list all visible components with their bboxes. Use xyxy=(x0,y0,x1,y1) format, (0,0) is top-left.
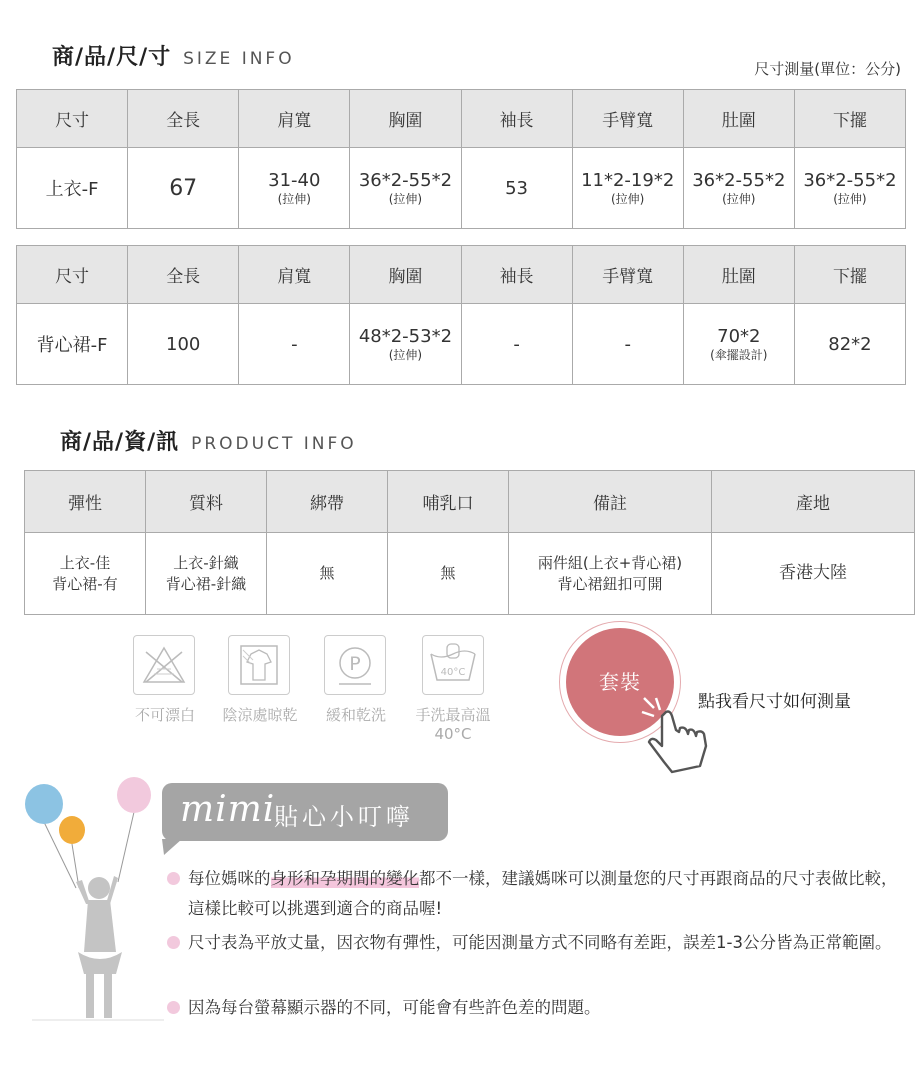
size2-cell: 82*2 xyxy=(794,304,905,385)
size1-header: 全長 xyxy=(128,90,239,148)
size2-header: 下擺 xyxy=(794,246,905,304)
care-label: 手洗最高溫 40°C xyxy=(415,706,491,743)
shade-dry-icon xyxy=(228,635,290,695)
product-cell: 無 xyxy=(267,533,388,615)
size-table-top xyxy=(16,89,906,229)
size1-cell: 11*2-19*2 (拉伸) xyxy=(572,148,683,229)
product-header: 產地 xyxy=(712,471,915,533)
tip-bullet xyxy=(167,872,180,885)
size1-cell: 36*2-55*2 (拉伸) xyxy=(794,148,905,229)
size2-header: 全長 xyxy=(128,246,239,304)
size1-header: 袖長 xyxy=(461,90,572,148)
size2-cell: 100 xyxy=(128,304,239,385)
care-label: 陰涼處晾乾 xyxy=(222,706,298,724)
size1-header: 尺寸 xyxy=(17,90,128,148)
size2-header: 手臂寬 xyxy=(572,246,683,304)
care-label: 不可漂白 xyxy=(134,706,195,724)
size1-cell: 36*2-55*2 (拉伸) xyxy=(350,148,461,229)
size2-header: 袖長 xyxy=(461,246,572,304)
product-header: 質料 xyxy=(146,471,267,533)
size-title-en: SIZE INFO xyxy=(183,49,295,69)
hand-wash-icon xyxy=(422,635,484,695)
gentle-dry-clean-icon xyxy=(324,635,386,695)
size-section-title xyxy=(52,40,295,71)
size1-header: 肚圍 xyxy=(683,90,794,148)
size1-header: 下擺 xyxy=(794,90,905,148)
size2-cell: - xyxy=(572,304,683,385)
tip-item-3: 因為每台螢幕顯示器的不同，可能會有些許色差的問題。 xyxy=(188,998,601,1017)
product-section-title xyxy=(60,425,357,456)
size2-cell: 70*2 (傘擺設計) xyxy=(683,304,794,385)
svg-text:40°C: 40°C xyxy=(440,667,466,678)
product-header: 備註 xyxy=(509,471,712,533)
care-label: 緩和乾洗 xyxy=(325,706,386,724)
size2-header: 肚圍 xyxy=(683,246,794,304)
unit-note: 尺寸測量(單位：公分) xyxy=(754,60,901,78)
size2-cell: 背心裙-F xyxy=(17,304,128,385)
size2-header: 肩寬 xyxy=(239,246,350,304)
product-header: 哺乳口 xyxy=(388,471,509,533)
size1-header: 胸圍 xyxy=(350,90,461,148)
size1-header: 肩寬 xyxy=(239,90,350,148)
size1-cell: 53 xyxy=(461,148,572,229)
size1-header: 手臂寬 xyxy=(572,90,683,148)
svg-text:P: P xyxy=(349,653,361,675)
measure-link-text[interactable]: 點我看尺寸如何測量 xyxy=(698,692,851,712)
size2-cell: - xyxy=(461,304,572,385)
size1-cell: 31-40 (拉伸) xyxy=(239,148,350,229)
product-cell: 無 xyxy=(388,533,509,615)
product-header: 綁帶 xyxy=(267,471,388,533)
product-header: 彈性 xyxy=(25,471,146,533)
product-title-en: PRODUCT INFO xyxy=(191,434,357,454)
size1-cell: 67 xyxy=(128,148,239,229)
product-cell: 上衣-佳 背心裙-有 xyxy=(25,533,146,615)
size2-cell: - xyxy=(239,304,350,385)
product-cell: 香港大陸 xyxy=(712,533,915,615)
tip-item-1: 每位媽咪的身形和孕期間的變化都不一樣，建議媽咪可以測量您的尺寸再跟商品的尺寸表做比較，這樣比較可以挑選到適合的商品喔! xyxy=(188,869,898,918)
product-table xyxy=(24,470,915,615)
size1-cell: 上衣-F xyxy=(17,148,128,229)
size2-header: 胸圍 xyxy=(350,246,461,304)
tip-bullet xyxy=(167,1001,180,1014)
tip-item-2: 尺寸表為平放丈量，因衣物有彈性，可能因測量方式不同略有差距，誤差1-3公分皆為正常範圍。 xyxy=(188,933,892,952)
product-title-zh: 商/品/資/訊 xyxy=(60,430,180,455)
no-bleach-icon xyxy=(133,635,195,695)
product-cell: 上衣-針織 背心裙-針織 xyxy=(146,533,267,615)
product-cell: 兩件組(上衣+背心裙) 背心裙鈕扣可開 xyxy=(509,533,712,615)
tip-bullet xyxy=(167,936,180,949)
tips-title-bubble xyxy=(162,783,448,841)
size2-header: 尺寸 xyxy=(17,246,128,304)
girl-balloons-illustration xyxy=(24,770,174,1054)
size-title-zh: 商/品/尺/寸 xyxy=(52,45,172,70)
size2-cell: 48*2-53*2 (拉伸) xyxy=(350,304,461,385)
size-table-bottom xyxy=(16,245,906,385)
brand-mimi: mimi xyxy=(180,789,276,830)
tips-title: 貼心小叮嚀 xyxy=(274,803,414,831)
badge-label: 套裝 xyxy=(599,670,641,694)
size1-cell: 36*2-55*2 (拉伸) xyxy=(683,148,794,229)
